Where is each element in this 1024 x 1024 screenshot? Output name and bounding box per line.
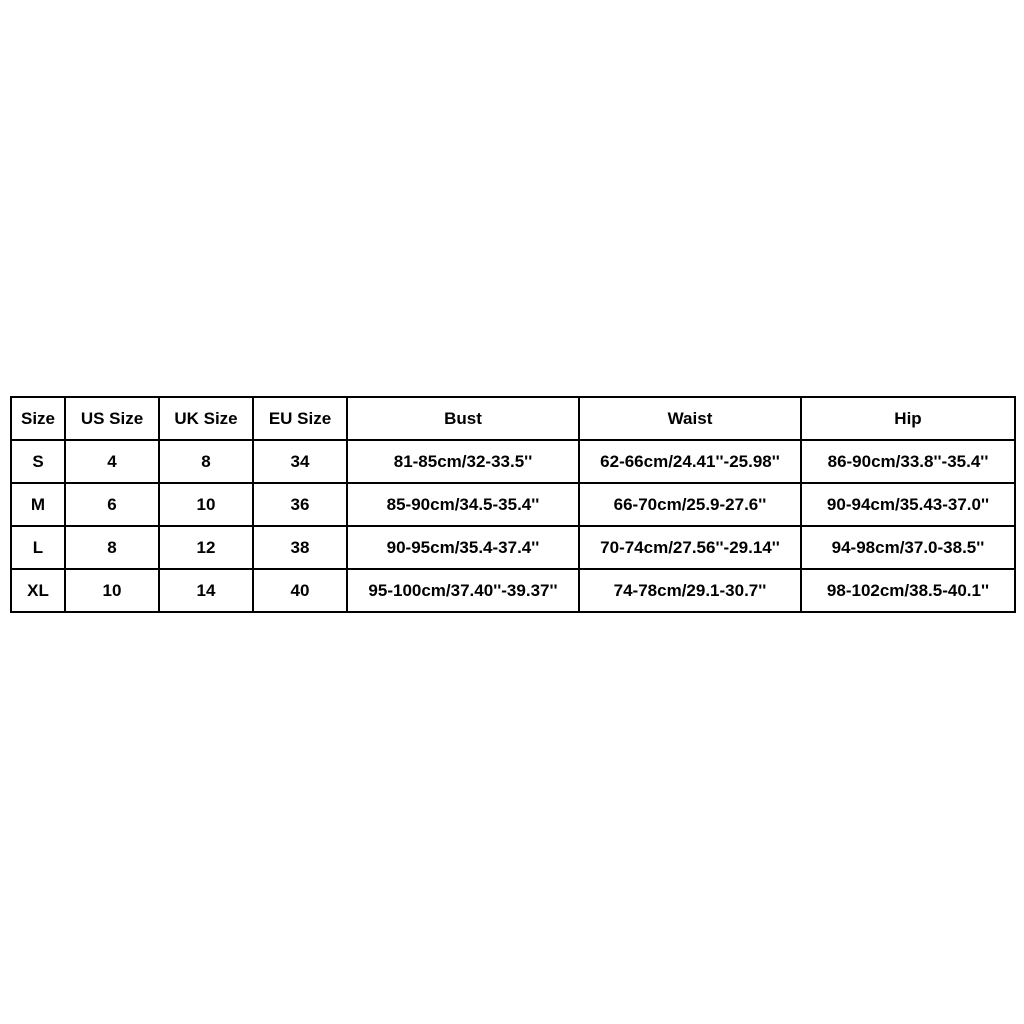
- table-row: [11, 483, 1015, 526]
- cell-uk-size: 8: [159, 440, 253, 483]
- column-header-size: Size: [11, 397, 65, 440]
- cell-eu-size: 34: [253, 440, 347, 483]
- cell-eu-size: 40: [253, 569, 347, 612]
- cell-size: M: [11, 483, 65, 526]
- cell-us-size: 6: [65, 483, 159, 526]
- cell-bust: 81-85cm/32-33.5'': [347, 440, 579, 483]
- column-header-us-size: US Size: [65, 397, 159, 440]
- cell-us-size: 8: [65, 526, 159, 569]
- cell-eu-size: 38: [253, 526, 347, 569]
- cell-uk-size: 14: [159, 569, 253, 612]
- column-header-eu-size: EU Size: [253, 397, 347, 440]
- table-row: [11, 526, 1015, 569]
- column-header-bust: Bust: [347, 397, 579, 440]
- table-body: [11, 440, 1015, 612]
- table-row: [11, 440, 1015, 483]
- cell-uk-size: 12: [159, 526, 253, 569]
- cell-hip: 86-90cm/33.8''-35.4'': [801, 440, 1015, 483]
- cell-waist: 62-66cm/24.41''-25.98'': [579, 440, 801, 483]
- cell-waist: 70-74cm/27.56''-29.14'': [579, 526, 801, 569]
- cell-hip: 90-94cm/35.43-37.0'': [801, 483, 1015, 526]
- cell-waist: 66-70cm/25.9-27.6'': [579, 483, 801, 526]
- cell-size: S: [11, 440, 65, 483]
- cell-us-size: 10: [65, 569, 159, 612]
- size-chart-table: [10, 396, 1016, 613]
- cell-waist: 74-78cm/29.1-30.7'': [579, 569, 801, 612]
- table-header: [11, 397, 1015, 440]
- cell-eu-size: 36: [253, 483, 347, 526]
- cell-hip: 94-98cm/37.0-38.5'': [801, 526, 1015, 569]
- column-header-uk-size: UK Size: [159, 397, 253, 440]
- cell-us-size: 4: [65, 440, 159, 483]
- table-row: [11, 569, 1015, 612]
- cell-bust: 90-95cm/35.4-37.4'': [347, 526, 579, 569]
- column-header-hip: Hip: [801, 397, 1015, 440]
- size-chart-container: [10, 396, 1014, 613]
- table-header-row: [11, 397, 1015, 440]
- column-header-waist: Waist: [579, 397, 801, 440]
- cell-bust: 85-90cm/34.5-35.4'': [347, 483, 579, 526]
- cell-hip: 98-102cm/38.5-40.1'': [801, 569, 1015, 612]
- cell-size: XL: [11, 569, 65, 612]
- cell-bust: 95-100cm/37.40''-39.37'': [347, 569, 579, 612]
- cell-uk-size: 10: [159, 483, 253, 526]
- cell-size: L: [11, 526, 65, 569]
